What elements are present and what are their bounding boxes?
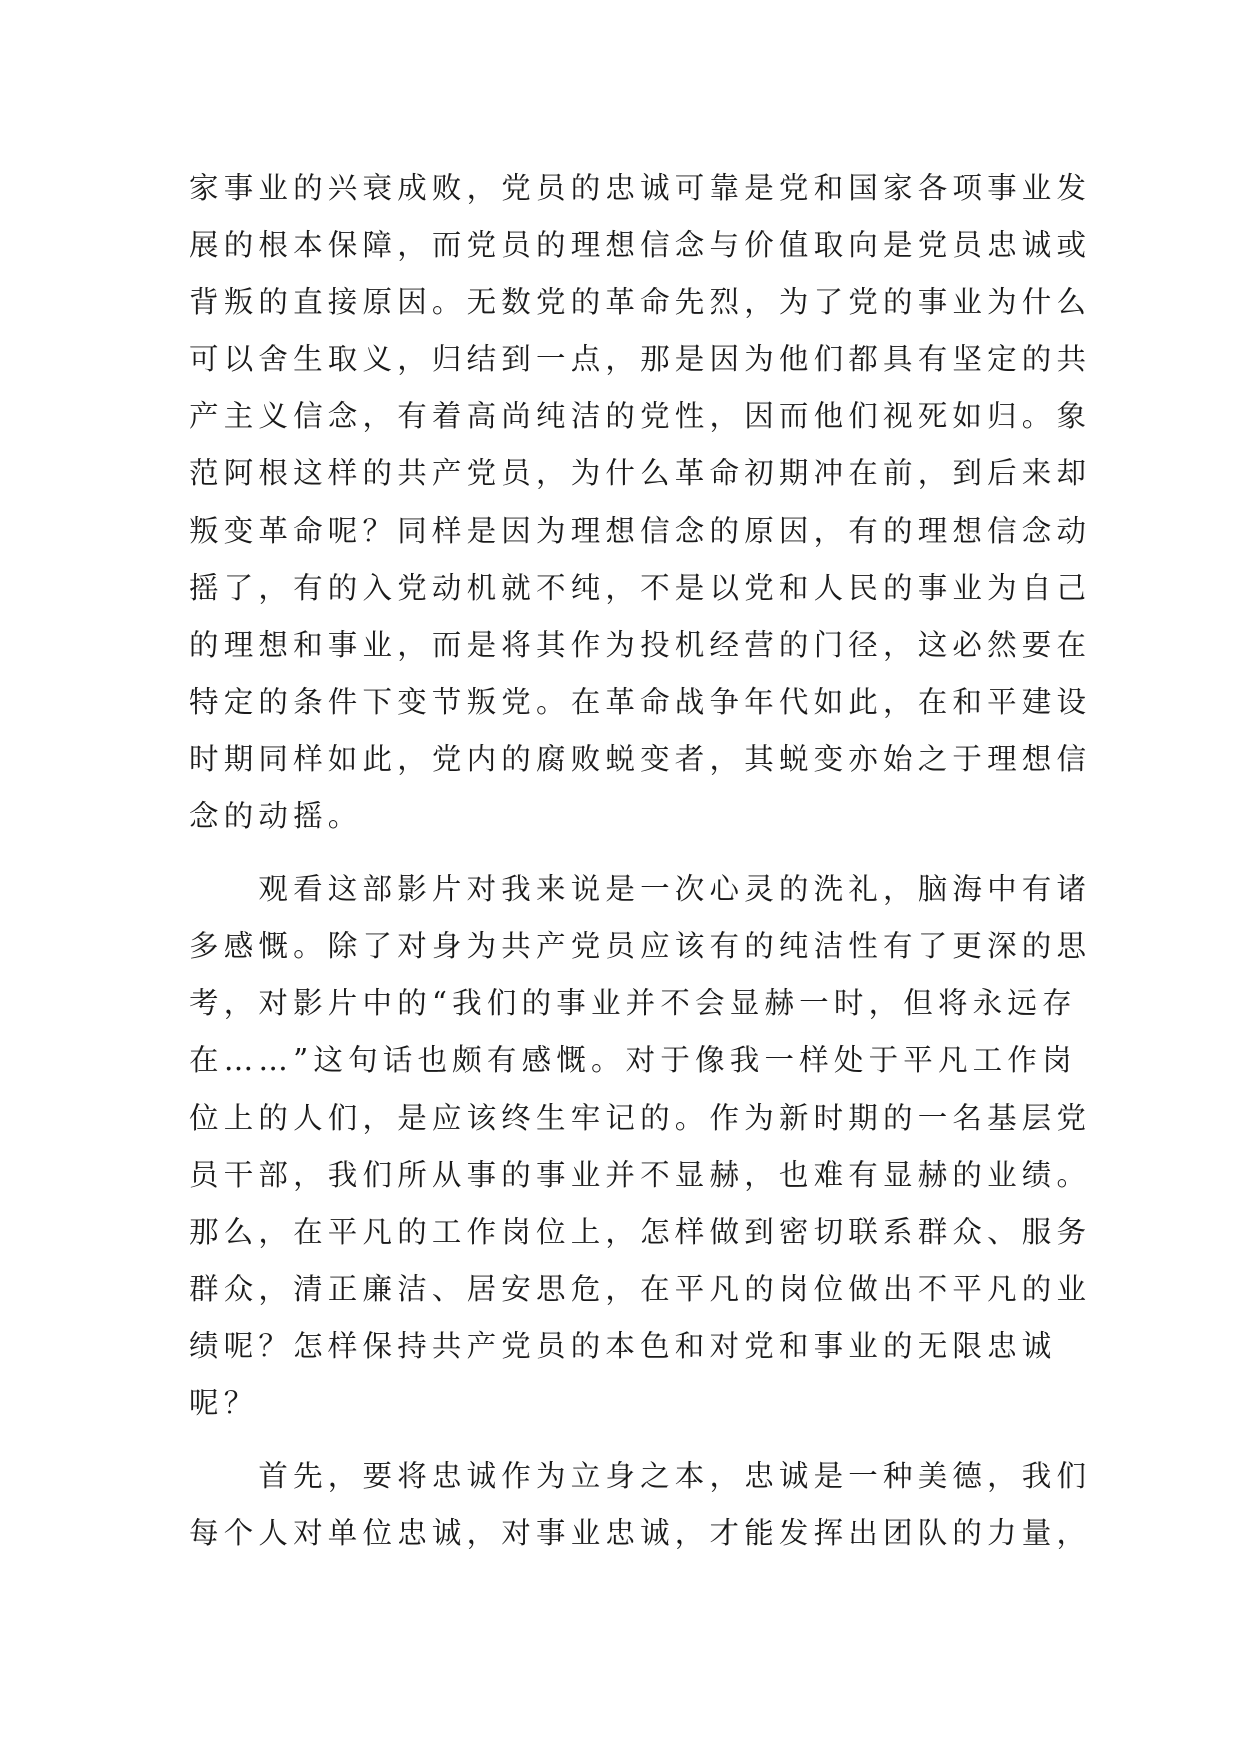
text-line: 特定的条件下变节叛党。在革命战争年代如此，在和平建设 [189, 684, 1092, 719]
text-line: 时期同样如此，党内的腐败蜕变者，其蜕变亦始之于理想信 [189, 741, 1092, 776]
text-line: 展的根本保障，而党员的理想信念与价值取向是党员忠诚或 [189, 228, 1092, 263]
text-line: 多感慨。除了对身为共产党员应该有的纯洁性有了更深的思 [189, 929, 1092, 964]
text-line: 位上的人们，是应该终生牢记的。作为新时期的一名基层党 [189, 1100, 1092, 1135]
text-line: 在……”这句话也颇有感慨。对于像我一样处于平凡工作岗 [189, 1043, 1077, 1078]
text-line: 念的动摇。 [189, 799, 363, 834]
text-line: 家事业的兴衰成败，党员的忠诚可靠是党和国家各项事业发 [189, 171, 1092, 205]
text-line: 呢？ [189, 1385, 259, 1420]
paragraph-1 [189, 160, 1092, 845]
paragraph-2 [189, 861, 1092, 1432]
text-line: 观看这部影片对我来说是一次心灵的洗礼，脑海中有诸 [189, 872, 1092, 907]
text-line: 首先，要将忠诚作为立身之本，忠诚是一种美德，我们 [189, 1459, 1092, 1494]
text-line: 员干部，我们所从事的事业并不显赫，也难有显赫的业绩。 [189, 1157, 1092, 1192]
text-line: 可以舍生取义，归结到一点，那是因为他们都具有坚定的共 [189, 342, 1092, 377]
text-line: 绩呢？怎样保持共产党员的本色和对党和事业的无限忠诚 [189, 1328, 1057, 1363]
text-line: 那么，在平凡的工作岗位上，怎样做到密切联系群众、服务 [189, 1214, 1092, 1249]
text-line: 产主义信念，有着高尚纯洁的党性，因而他们视死如归。象 [189, 399, 1092, 434]
text-line: 背叛的直接原因。无数党的革命先烈，为了党的事业为什么 [189, 285, 1092, 320]
paragraph-spacer [189, 1432, 1059, 1448]
text-line: 叛变革命呢？同样是因为理想信念的原因，有的理想信念动 [189, 513, 1092, 548]
text-line: 群众，清正廉洁、居安思危，在平凡的岗位做出不平凡的业 [189, 1271, 1092, 1306]
text-line: 的理想和事业，而是将其作为投机经营的门径，这必然要在 [189, 627, 1092, 662]
text-line: 摇了，有的入党动机就不纯，不是以党和人民的事业为自己 [189, 570, 1092, 605]
paragraph-3 [189, 1448, 1092, 1562]
text-line: 考，对影片中的“我们的事业并不会显赫一时，但将永远存 [189, 986, 1077, 1021]
document-body [189, 160, 1092, 1562]
paragraph-spacer [189, 845, 1059, 861]
text-line: 范阿根这样的共产党员，为什么革命初期冲在前，到后来却 [189, 456, 1092, 491]
text-line: 每个人对单位忠诚，对事业忠诚，才能发挥出团队的力量， [189, 1516, 1092, 1551]
